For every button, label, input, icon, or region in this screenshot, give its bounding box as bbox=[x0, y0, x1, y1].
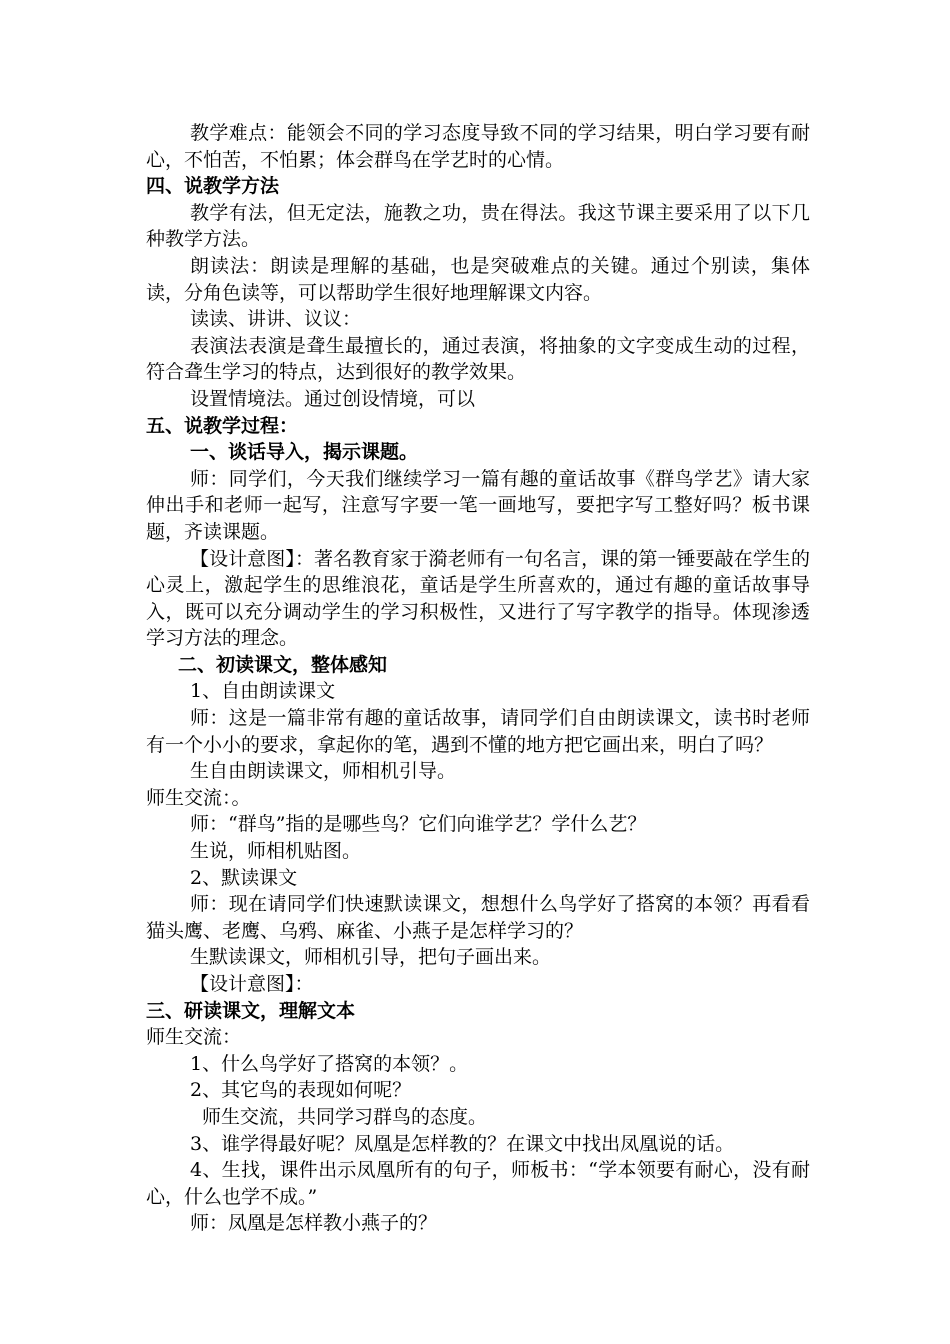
paragraph-silent-reading: 2、默读课文 bbox=[190, 866, 298, 889]
paragraph-free-reading: 1、自由朗读课文 bbox=[190, 680, 336, 703]
paragraph-teaching-difficulty: 教学难点：能领会不同的学习态度导致不同的学习结果，明白学习要有耐心，不怕苦，不怕累；体会群鸟在学艺时的心情。 bbox=[146, 122, 810, 171]
paragraph-question-2: 2、其它鸟的表现如何呢？ bbox=[190, 1079, 412, 1102]
subheading-introduction: 一、谈话导入，揭示课题。 bbox=[190, 441, 419, 464]
document-page bbox=[146, 120, 810, 1237]
paragraph-exchange-2: 师生交流： bbox=[146, 1026, 242, 1049]
paragraph-question-3: 3、谁学得最好呢？凤凰是怎样教的？在课文中找出凤凰说的话。 bbox=[190, 1132, 735, 1155]
paragraph-situation-method: 设置情境法。通过创设情境，可以 bbox=[190, 387, 476, 410]
paragraph-teacher-intro: 师：同学们，今天我们继续学习一篇有趣的童话故事《群鸟学艺》请大家伸出手和老师一起写，注意写字要一笔一画地写，要把字写工整好吗？板书课题，齐读课题。 bbox=[146, 467, 810, 543]
heading-teaching-process: 五、说教学过程： bbox=[146, 414, 299, 437]
paragraph-question-1: 1、什么鸟学好了搭窝的本领？。 bbox=[190, 1052, 469, 1075]
heading-study-text: 三、研读课文，理解文本 bbox=[146, 999, 356, 1022]
paragraph-student-reading: 生自由朗读课文，师相机引导。 bbox=[190, 760, 457, 783]
paragraph-teacher-reading-request: 师：这是一篇非常有趣的童话故事，请同学们自由朗读课文，读书时老师有一个小小的要求，拿起你的笔，遇到不懂的地方把它画出来，明白了吗？ bbox=[146, 707, 810, 756]
heading-teaching-methods: 四、说教学方法 bbox=[146, 175, 280, 198]
paragraph-student-silent-reading: 生默读课文，师相机引导，把句子画出来。 bbox=[190, 946, 552, 969]
paragraph-teacher-birds-question: 师：“群鸟”指的是哪些鸟？它们向谁学艺？学什么艺？ bbox=[190, 813, 647, 836]
paragraph-teacher-phoenix: 师：凤凰是怎样教小燕子的？ bbox=[190, 1212, 438, 1235]
paragraph-question-4: 4、生找，课件出示凤凰所有的句子，师板书：“学本领要有耐心，没有耐心，什么也学不成。” bbox=[146, 1159, 810, 1208]
paragraph-student-says: 生说，师相机贴图。 bbox=[190, 840, 362, 863]
subheading-first-reading: 二、初读课文，整体感知 bbox=[178, 653, 388, 676]
paragraph-teacher-silent-request: 师：现在请同学们快速默读课文，想想什么鸟学好了搭窝的本领？再看看猫头鹰、老鹰、乌鸦、麻雀、小燕子是怎样学习的？ bbox=[146, 893, 810, 942]
paragraph-performance-method: 表演法表演是聋生最擅长的，通过表演，将抽象的文字变成生动的过程，符合聋生学习的特点，达到很好的教学效果。 bbox=[146, 334, 810, 384]
paragraph-design-intent-1: 【设计意图】：著名教育家于漪老师有一句名言，课的第一锤要敲在学生的心灵上，激起学生的思维浪花，童话是学生所喜欢的，通过有趣的童话故事导入，既可以充分调动学生的学习积极性，又进行了写字教学的指导。体现渗透学习方法的理念。 bbox=[146, 547, 810, 650]
paragraph-read-talk-discuss: 读读、讲讲、议议： bbox=[190, 308, 362, 331]
paragraph-exchange-1: 师生交流：。 bbox=[146, 786, 251, 809]
paragraph-exchange-attitude: 师生交流，共同学习群鸟的态度。 bbox=[202, 1105, 488, 1128]
paragraph-reading-method: 朗读法：朗读是理解的基础，也是突破难点的关键。通过个别读，集体读，分角色读等，可以帮助学生很好地理解课文内容。 bbox=[146, 254, 810, 304]
paragraph-methods-intro: 教学有法，但无定法，施教之功，贵在得法。我这节课主要采用了以下几种教学方法。 bbox=[146, 201, 810, 251]
paragraph-design-intent-2: 【设计意图】： bbox=[190, 973, 314, 995]
